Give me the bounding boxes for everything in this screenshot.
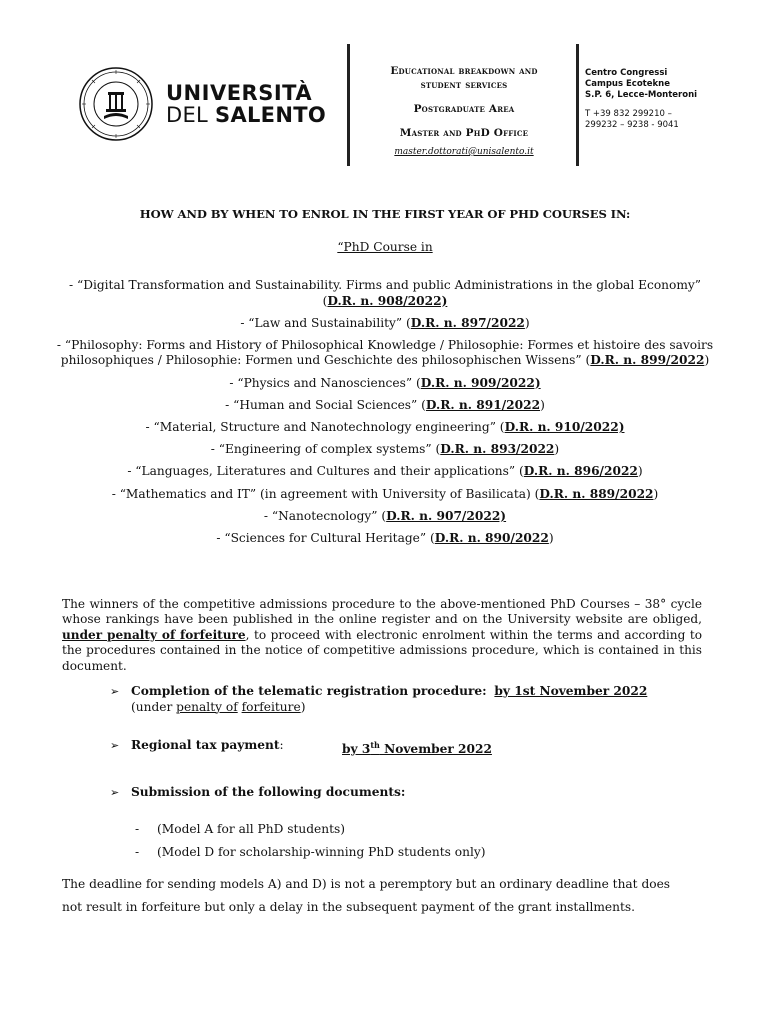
course-title: - “Digital Transformation and Sustainability. Firms and public Administrations in the global Economy” ( — [68, 278, 702, 308]
tax-date — [342, 738, 492, 758]
course-decree: D.R. n. 891/2022 — [425, 397, 541, 412]
course-list — [55, 278, 715, 553]
course-item — [55, 278, 715, 309]
dash-bullet: - — [135, 822, 140, 836]
office-line-3: Postgraduate Area — [413, 103, 515, 115]
dash-bullet: - — [135, 845, 140, 859]
course-tail: ) — [548, 530, 554, 545]
phone-line-1: T +39 832 299210 – — [585, 109, 672, 119]
course-decree: D.R. n. 908/2022) — [327, 293, 448, 308]
course-tail: ) — [540, 397, 545, 412]
registration-label: Completion of the telematic registration procedure: — [131, 684, 487, 698]
registration-note-prefix: (under — [131, 699, 177, 714]
university-seal-icon — [78, 66, 154, 142]
course-item — [55, 376, 715, 392]
bullet-documents — [110, 785, 731, 801]
paragraph-text-end: , to proceed with electronic enrolment within the terms and according to the procedures contained in the notice of competitive admissions procedure, which is contained in this document. — [62, 627, 703, 673]
registration-note-forfeiture: forfeiture — [241, 699, 301, 714]
course-decree: D.R. n. 897/2022 — [410, 315, 525, 330]
registration-note-suffix: ) — [300, 699, 306, 714]
course-tail: ) — [524, 315, 530, 330]
office-block — [354, 64, 574, 159]
model-list — [135, 818, 486, 864]
tax-colon: : — [279, 738, 284, 752]
course-decree: D.R. n. 909/2022) — [420, 375, 541, 390]
course-title: - “Philosophy: Forms and History of Philosophical Knowledge / Philosophie: Formes et histoire des savoirs philosophiques / Philosophie: Formen und Geschichte des philosophischen Wissens” ( — [56, 337, 714, 368]
tax-label: Regional tax payment — [131, 738, 280, 752]
course-title: - “Languages, Literatures and Cultures and their applications” ( — [127, 464, 524, 479]
paragraph-emphasis: under penalty of forfeiture — [62, 627, 246, 642]
course-decree: D.R. n. 893/2022 — [440, 442, 555, 457]
arrow-bullet-icon: ➢ — [110, 786, 120, 799]
university-name-bold: SALENTO — [215, 103, 326, 127]
closing-line-1: The deadline for sending models A) and D) is not a peremptory but an ordinary deadline that does — [62, 877, 671, 891]
model-text: (Model A for all PhD students) — [157, 822, 345, 836]
course-title: - “Law and Sustainability” ( — [240, 315, 411, 330]
course-title: - “Nanotecnology” ( — [263, 508, 387, 523]
course-decree: D.R. n. 890/2022 — [434, 530, 549, 545]
course-item — [55, 509, 715, 525]
page-title: HOW AND BY WHEN TO ENROL IN THE FIRST YEAR OF PHD COURSES IN: — [139, 207, 631, 221]
university-name-line1: UNIVERSITÀ — [166, 81, 313, 105]
course-item — [55, 442, 715, 458]
contact-line-2: Campus Ecotekne — [585, 79, 670, 89]
header-divider-right — [576, 44, 579, 166]
course-tail: ) — [704, 353, 710, 368]
contact-block — [585, 68, 725, 131]
course-item — [55, 487, 715, 503]
closing-paragraph — [62, 873, 702, 919]
model-item — [135, 818, 486, 841]
registration-note-penalty: penalty of — [176, 699, 238, 714]
model-item — [135, 841, 486, 864]
university-logo — [78, 62, 328, 142]
arrow-bullet-icon: ➢ — [110, 685, 120, 698]
course-title: - “Material, Structure and Nanotechnology engineering” ( — [145, 419, 505, 434]
tax-date-prefix: by 3 — [342, 742, 371, 757]
course-decree: D.R. n. 899/2022 — [590, 353, 705, 368]
documents-label: Submission of the following documents: — [131, 785, 406, 799]
course-title: - “Mathematics and IT” (in agreement with University of Basilicata) ( — [111, 486, 540, 501]
course-title: - “Sciences for Cultural Heritage” ( — [216, 530, 435, 545]
header-divider-left — [347, 44, 350, 166]
course-decree: D.R. n. 896/2022 — [523, 464, 638, 479]
course-item — [55, 338, 715, 369]
bullet-registration — [110, 684, 731, 715]
bullet-tax — [110, 738, 731, 757]
registration-date: by 1st November 2022 — [494, 684, 648, 698]
paragraph-text-start: The winners of the competitive admissions procedure to the above-mentioned PhD Courses – 38° cycle whose rankings have been published in the online register and on the University website are obliged, — [62, 597, 702, 627]
course-decree: D.R. n. 907/2022) — [386, 508, 507, 523]
contact-line-1: Centro Congressi — [585, 68, 668, 78]
course-item — [55, 464, 715, 480]
university-name-line2 — [166, 104, 326, 126]
phone-line-2: 299232 – 9238 - 9041 — [585, 120, 679, 130]
course-item — [55, 531, 715, 547]
office-line-2: student services — [420, 79, 508, 91]
course-tail: ) — [554, 442, 560, 457]
tax-date-sup: th — [370, 740, 380, 750]
course-intro: “PhD Course in — [337, 240, 433, 254]
course-decree: D.R. n. 910/2022) — [504, 419, 625, 434]
university-name-prefix: DEL — [166, 103, 216, 127]
arrow-bullet-icon: ➢ — [110, 739, 120, 752]
university-name — [166, 82, 326, 126]
course-item — [55, 398, 715, 414]
contact-line-3: S.P. 6, Lecce-Monteroni — [585, 90, 698, 100]
course-decree: D.R. n. 889/2022 — [539, 486, 654, 501]
course-tail: ) — [653, 486, 659, 501]
closing-line-2: not result in forfeiture but only a delay in the subsequent payment of the grant installments. — [62, 900, 636, 914]
office-email-link[interactable]: master.dottorati@unisalento.it — [394, 147, 534, 157]
tax-date-suffix: November 2022 — [379, 742, 492, 757]
course-title: - “Human and Social Sciences” ( — [225, 397, 426, 412]
course-item — [55, 420, 715, 436]
course-tail: ) — [637, 464, 643, 479]
course-title: - “Engineering of complex systems” ( — [210, 442, 441, 457]
course-item — [55, 316, 715, 332]
course-title: - “Physics and Nanosciences” ( — [229, 375, 421, 390]
office-line-1: Educational breakdown and — [390, 65, 538, 77]
model-text: (Model D for scholarship-winning PhD students only) — [157, 845, 486, 859]
office-line-4: Master and PhD Office — [399, 127, 529, 139]
winners-paragraph — [62, 597, 702, 674]
